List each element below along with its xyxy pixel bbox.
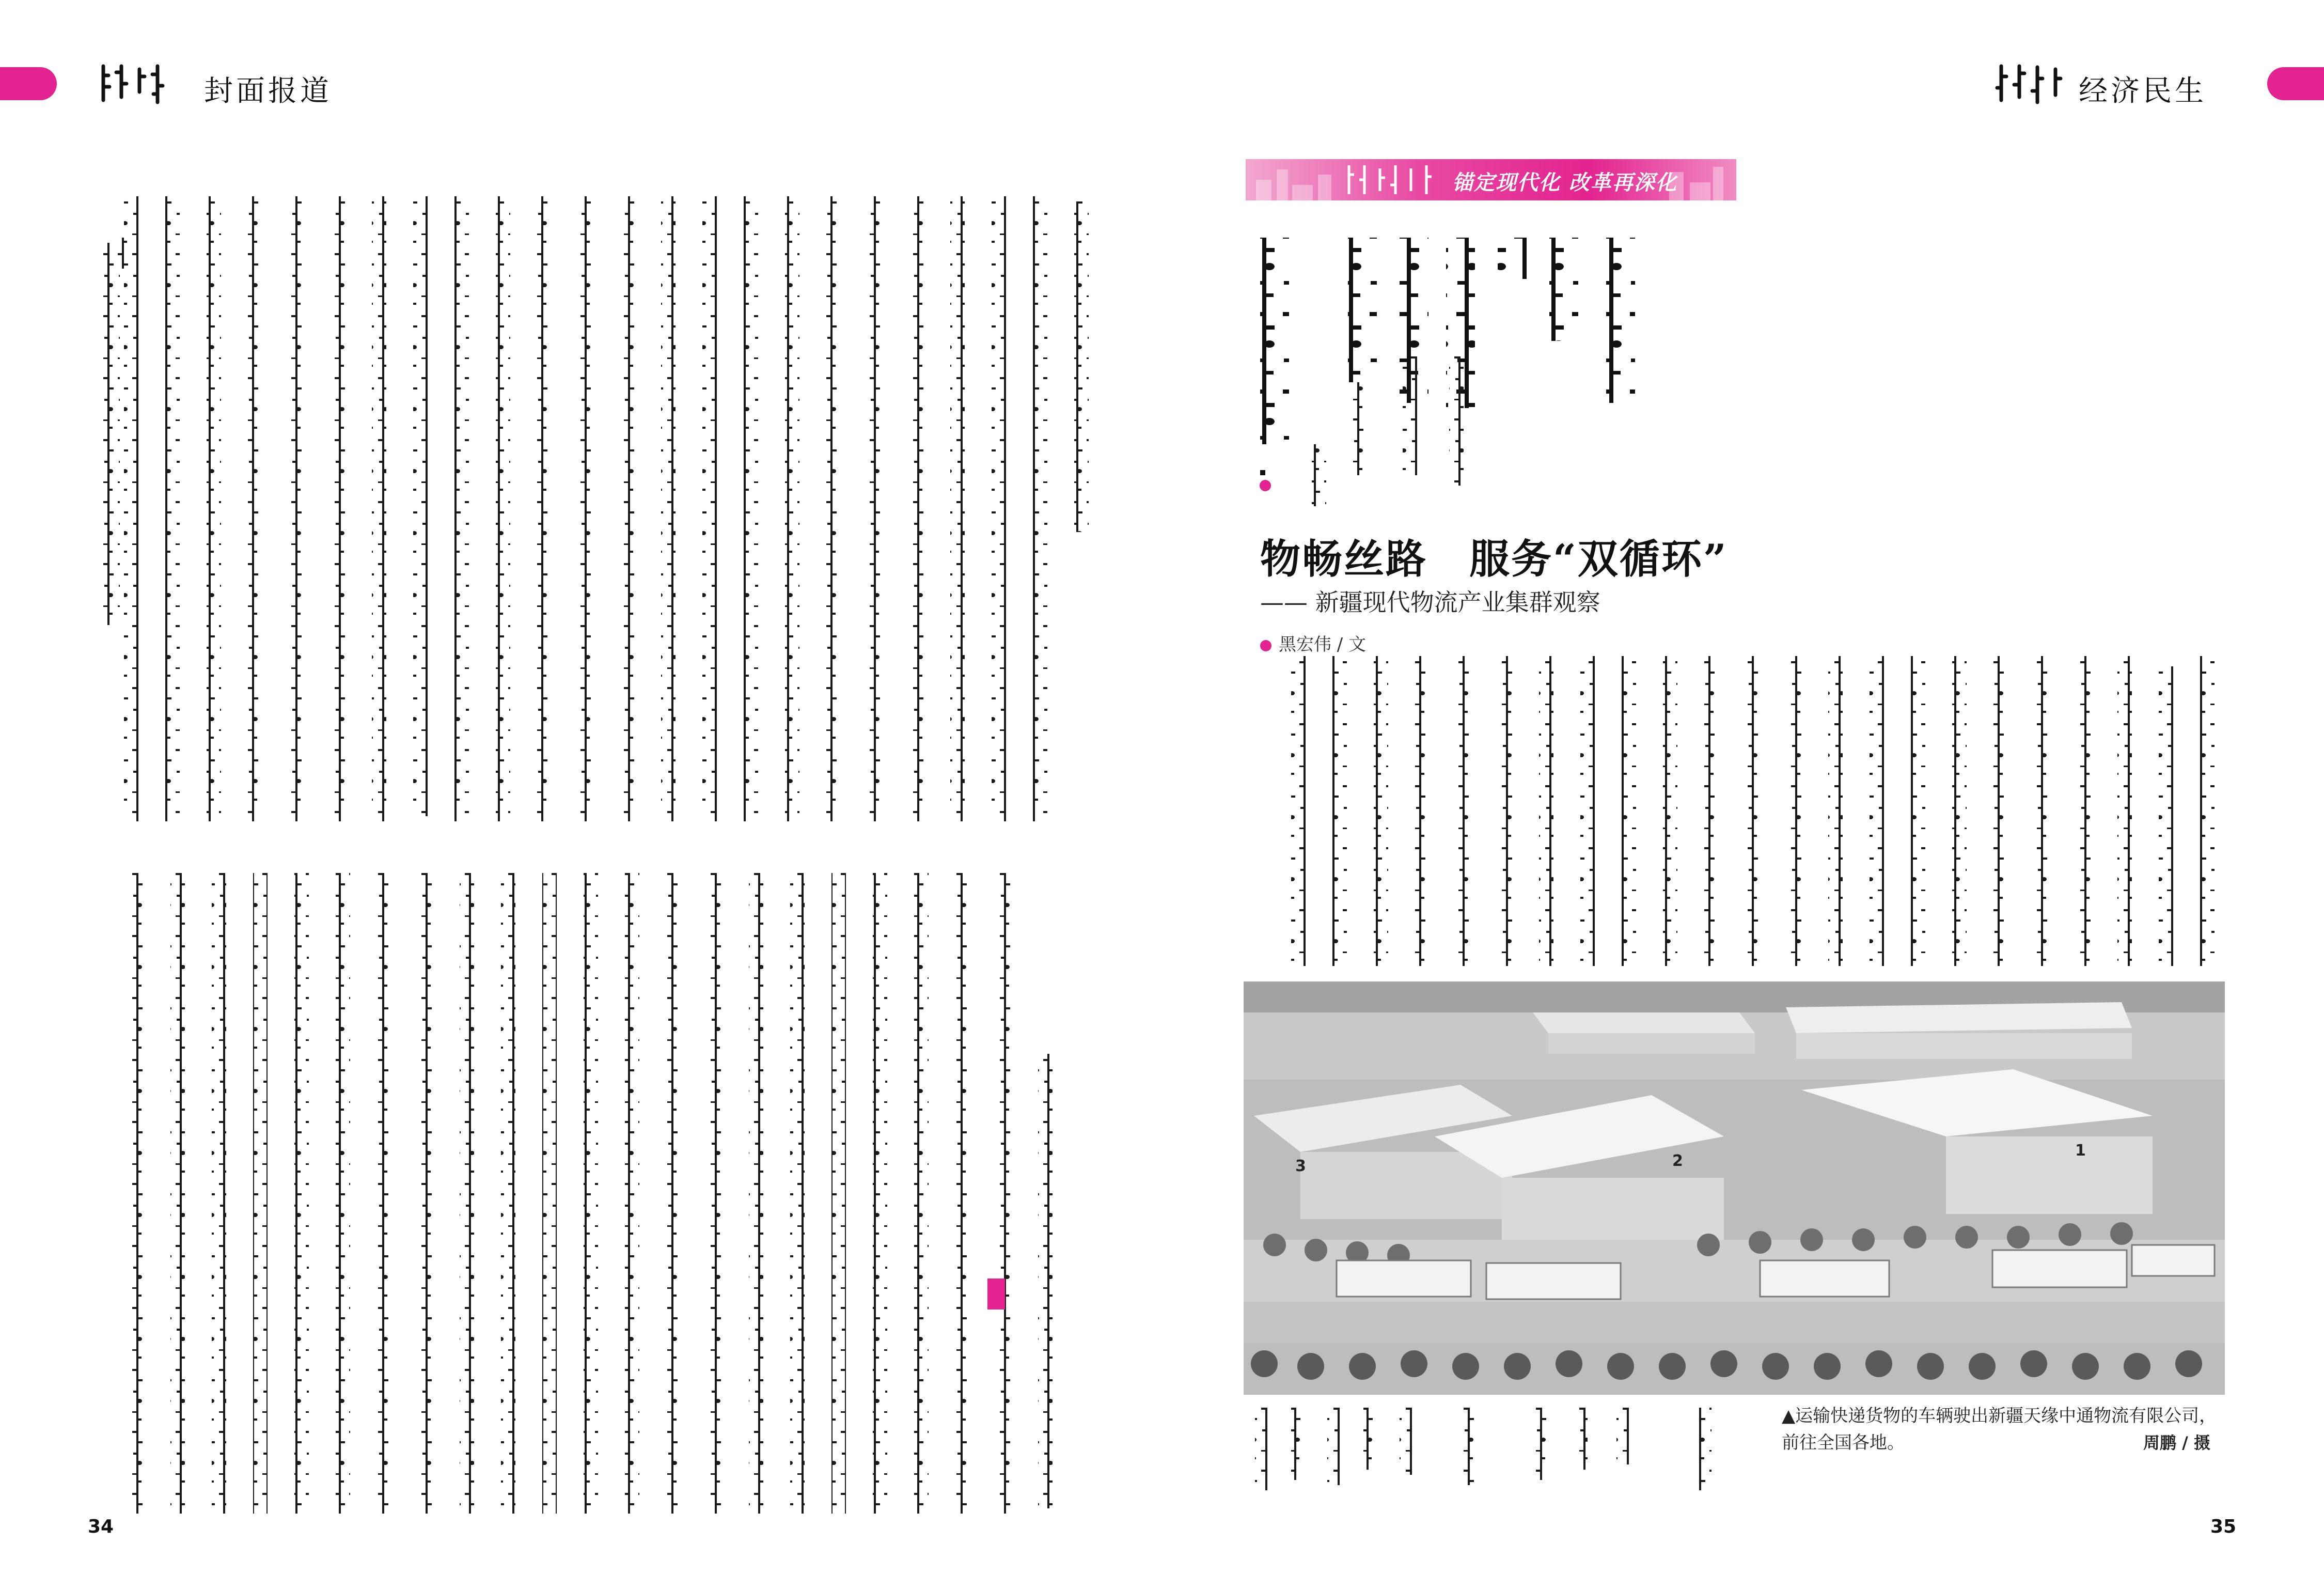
- warehouse-number-1: 1: [2075, 1142, 2086, 1160]
- warehouse-number-3: 3: [1295, 1157, 1306, 1175]
- photo-caption: ▲运输快递货物的车辆驶出新疆天缘中通物流有限公司，前往全国各地。: [1782, 1406, 2217, 1453]
- mongolian-columns-left: [0, 0, 1162, 1588]
- warehouse-number-2: 2: [1672, 1152, 1683, 1170]
- article-title: 物畅丝路 服务“双循环”: [1260, 536, 1728, 583]
- mongolian-caption: [1245, 1402, 1761, 1506]
- author-name: 黑宏伟 / 文: [1279, 634, 1367, 655]
- left-section-title: 封面报道: [204, 74, 332, 108]
- banner-text: 锚定现代化 改革再深化: [1452, 171, 1677, 195]
- section-banner: [1246, 159, 1736, 200]
- note-marker: [987, 1279, 1005, 1310]
- right-section-title: 经济民生: [2079, 74, 2207, 108]
- article-subtitle: —— 新疆现代物流产业集群观察: [1260, 588, 1600, 616]
- warehouse-illustration: [1244, 981, 2225, 1395]
- mongolian-section-label-right: [1991, 61, 2074, 105]
- logistics-park-photo: [1244, 981, 2225, 1395]
- author-bullet: [1260, 640, 1271, 651]
- right-section-tab: [2267, 67, 2324, 100]
- author-line: [1260, 630, 1366, 656]
- mongolian-headline: [1250, 227, 1673, 517]
- page-number-left: 34: [88, 1516, 114, 1537]
- photo-credit: 周鹏 / 摄: [2143, 1433, 2210, 1453]
- page-number-right: 35: [2210, 1516, 2237, 1537]
- mongolian-columns-right: [1239, 656, 2231, 976]
- left-page-mongolian-text: [0, 0, 1162, 1588]
